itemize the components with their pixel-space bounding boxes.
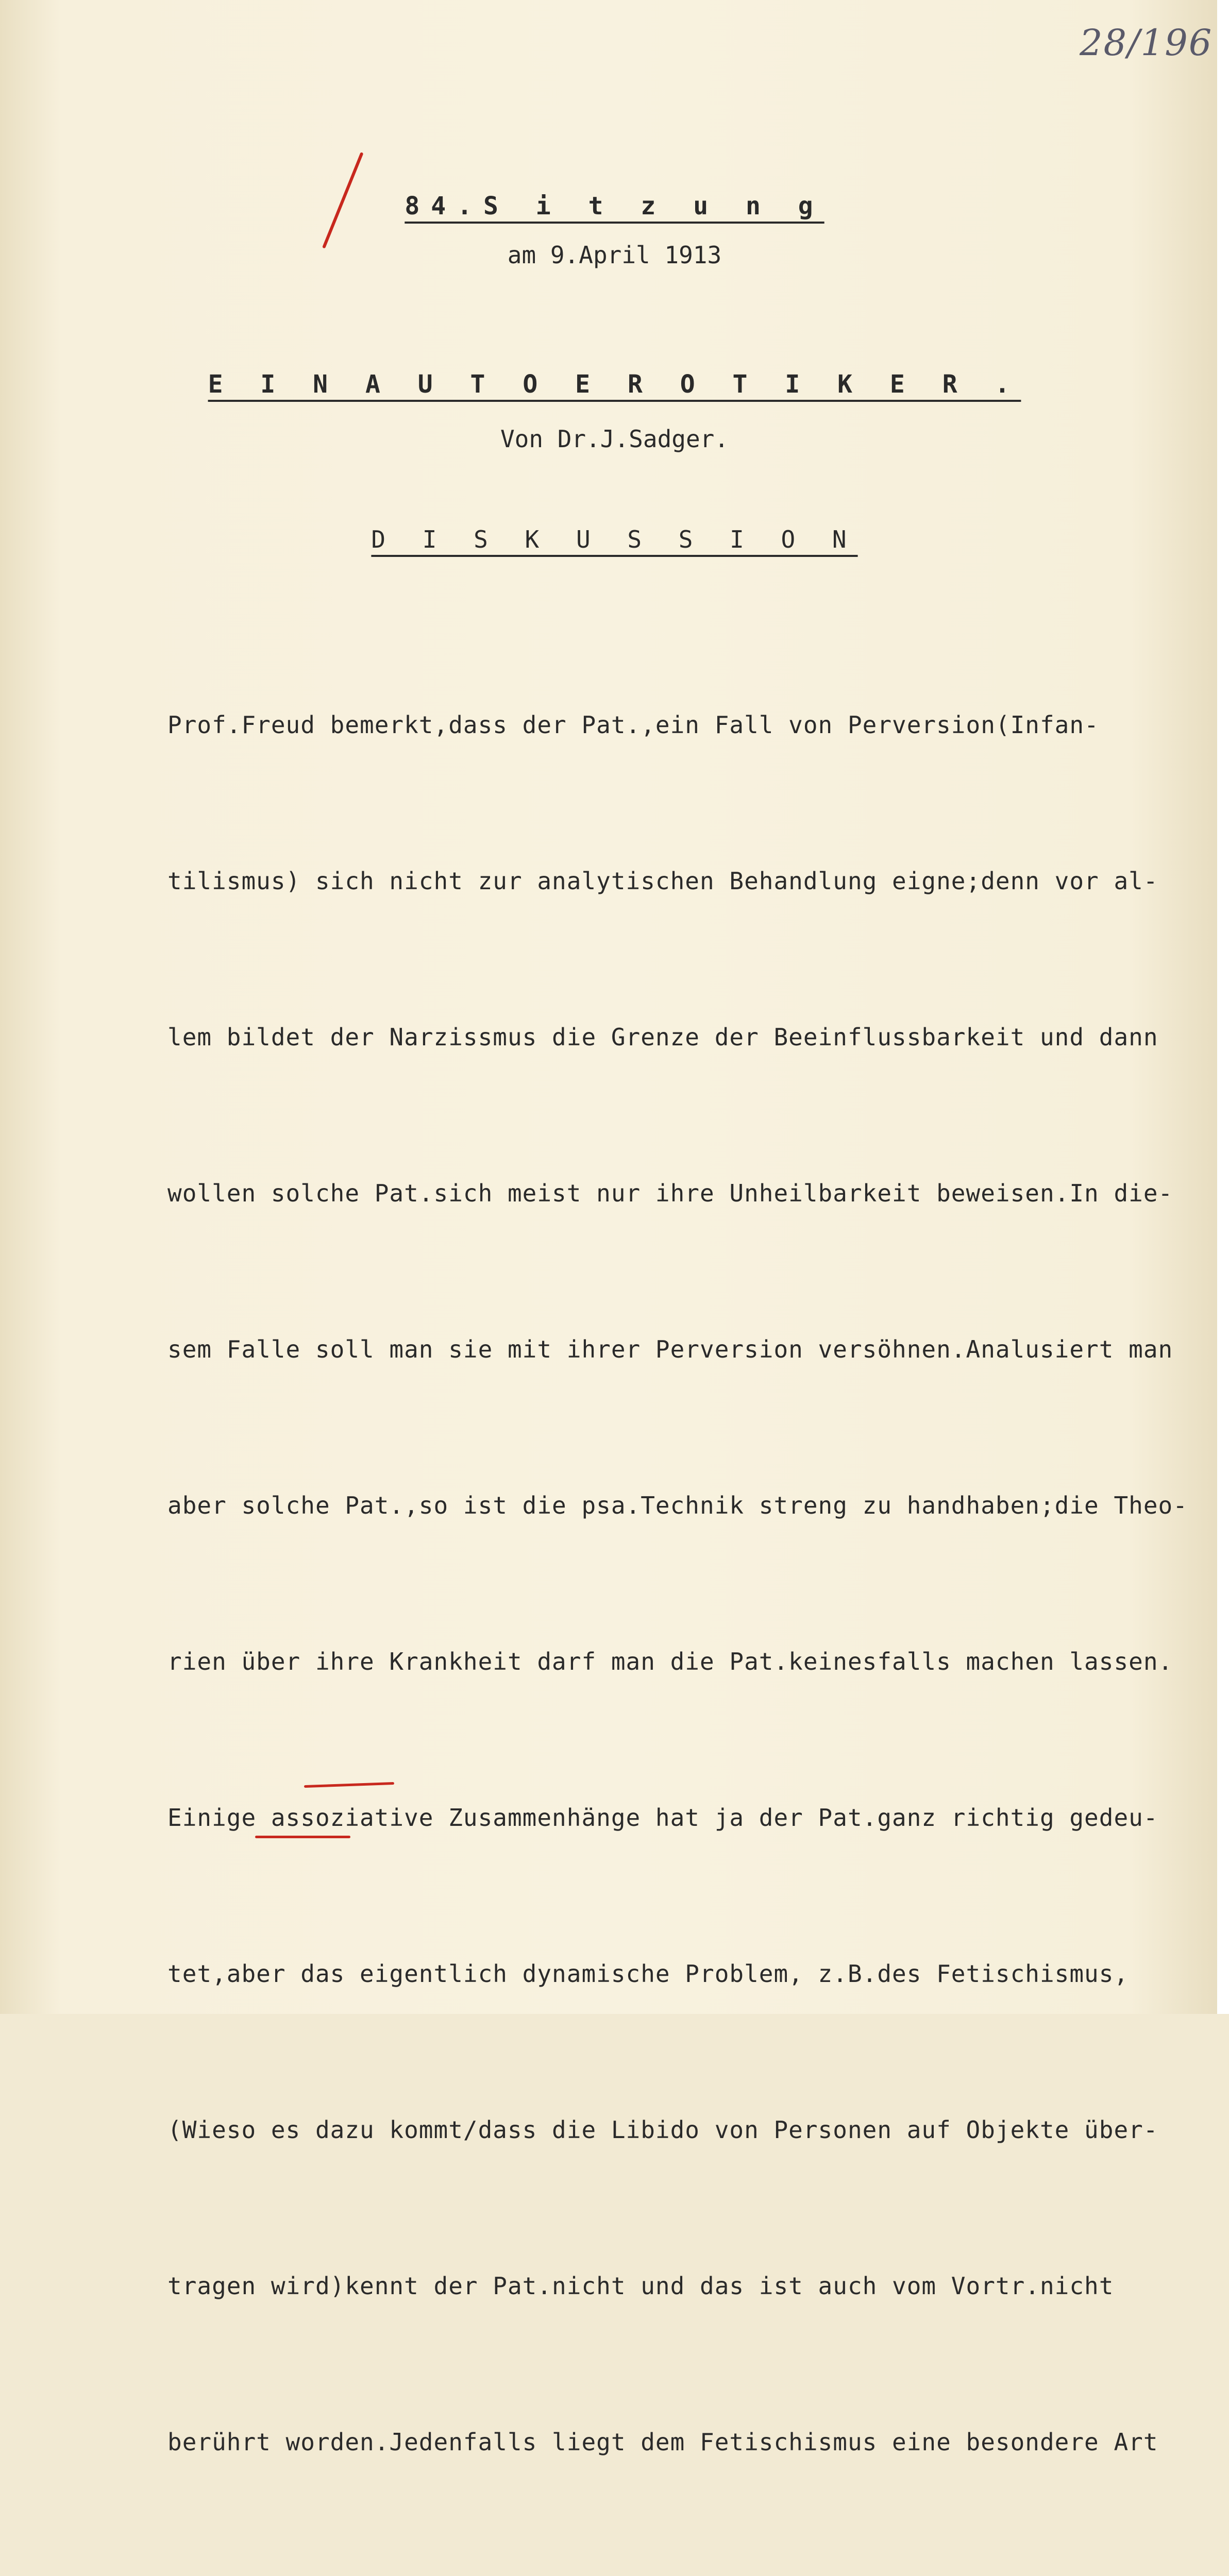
text-line: tet,aber das eigentlich dynamische Problem, z.B.des Fetischismus,	[167, 1960, 1129, 1988]
discussion-text	[167, 595, 1219, 2576]
text-line: lem bildet der Narzissmus die Grenze der Beeinflussbarkeit und dann	[167, 1023, 1158, 1051]
lecture-heading	[0, 370, 1229, 399]
lecture-title: E I N A U T O E R O T I K E R .	[208, 370, 1021, 399]
text-line: Prof.Freud bemerkt,dass der Pat.,ein Fall von Perversion(Infan-	[167, 711, 1099, 739]
text-line: (Wieso es dazu kommt/dass die Libido von Personen auf Objekte über-	[167, 2116, 1158, 2144]
discussion-heading-wrap	[0, 526, 1229, 553]
text-line: sem Falle soll man sie mit ihrer Perversion versöhnen.Analusiert man	[167, 1335, 1173, 1363]
discussion-heading: D I S K U S S I O N	[371, 526, 858, 553]
session-title: 84.S i t z u n g	[405, 192, 824, 221]
text-line	[167, 2572, 1219, 2576]
text-line: rien über ihre Krankheit darf man die Pat.keinesfalls machen lassen.	[167, 1648, 1173, 1675]
text-line: tilismus) sich nicht zur analytischen Behandlung eigne;denn vor al-	[167, 867, 1158, 895]
text-line: berührt worden.Jedenfalls liegt dem Fetischismus eine besondere Art	[167, 2428, 1158, 2456]
session-heading	[0, 192, 1229, 221]
text-line: tragen wird)kennt der Pat.nicht und das ist auch vom Vortr.nicht	[167, 2272, 1114, 2300]
lecture-author: Von Dr.J.Sadger.	[500, 425, 729, 453]
text-line: wollen solche Pat.sich meist nur ihre Unheilbarkeit beweisen.In die-	[167, 1179, 1173, 1207]
text-line: Einige assoziative Zusammenhänge hat ja der Pat.ganz richtig gedeu-	[167, 1804, 1158, 1832]
session-date: am 9.April 1913	[507, 241, 722, 269]
text-line: aber solche Pat.,so ist die psa.Technik streng zu handhaben;die Theo-	[167, 1492, 1188, 1519]
folio-number: 28/196	[1080, 22, 1213, 64]
red-pencil-underline	[255, 1836, 350, 1838]
